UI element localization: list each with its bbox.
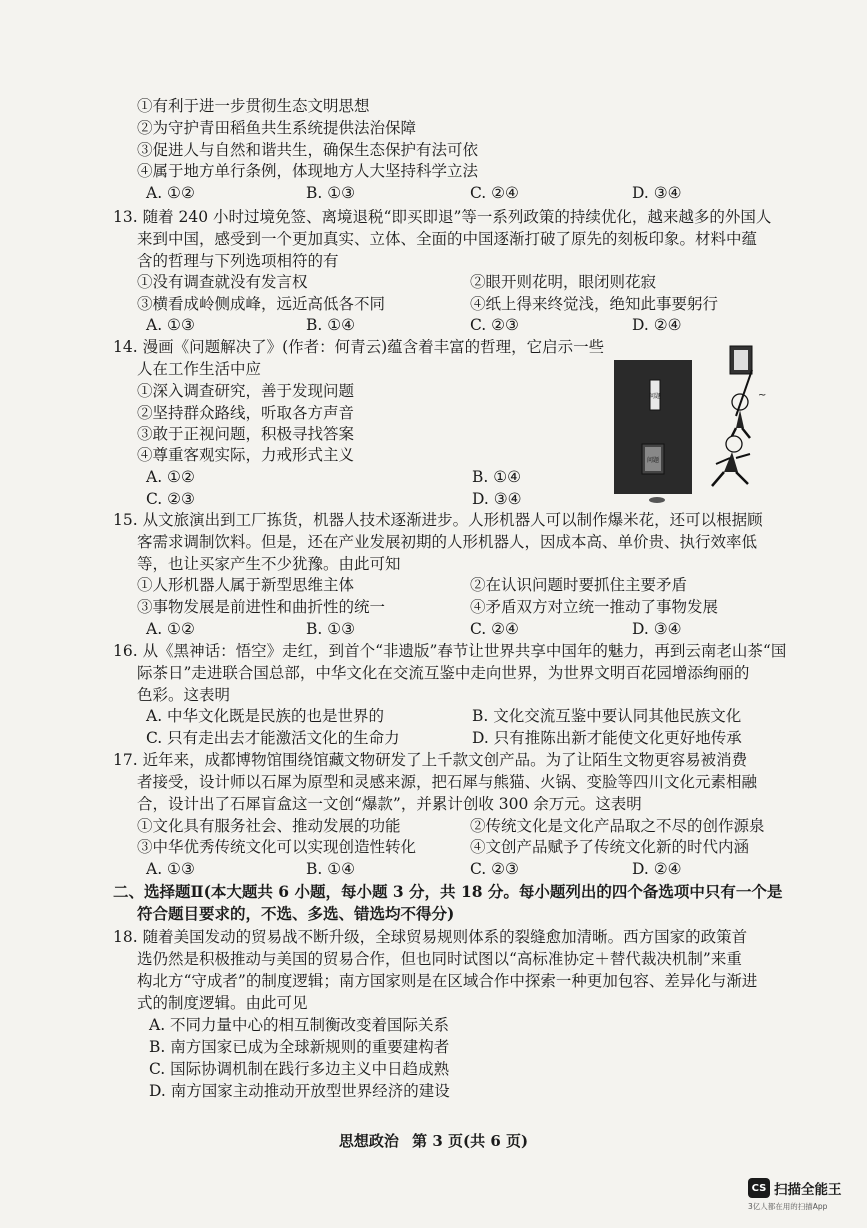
q15-statement-3: ③事物发展是前进性和曲折性的统一 bbox=[137, 598, 386, 616]
q12-statement-1: ①有利于进一步贯彻生态文明思想 bbox=[137, 97, 370, 115]
q15-stem-line-3: 等，也让买家产生不少犹豫。由此可知 bbox=[137, 555, 401, 573]
q13-statement-3: ③横看成岭侧成峰，远近高低各不同 bbox=[137, 295, 386, 313]
q15-statement-2: ②在认识问题时要抓住主要矛盾 bbox=[470, 576, 688, 594]
q12-statement-4: ④属于地方单行条例，体现地方人大坚持科学立法 bbox=[137, 162, 479, 180]
footer-page-number: 第 3 页(共 6 页) bbox=[412, 1132, 529, 1150]
q15-statement-1: ①人形机器人属于新型思维主体 bbox=[137, 576, 355, 594]
q12-option-c: C. ②④ bbox=[470, 184, 519, 202]
q14-option-a: A. ①② bbox=[146, 468, 195, 486]
q17-statement-3: ③中华优秀传统文化可以实现创造性转化 bbox=[137, 838, 417, 856]
q17-statement-2: ②传统文化是文化产品取之不尽的创作源泉 bbox=[470, 817, 765, 835]
q17-statement-1: ①文化具有服务社会、推动发展的功能 bbox=[137, 817, 401, 835]
q16-stem-line-3: 色彩。这表明 bbox=[137, 686, 231, 704]
q18-option-b: B. 南方国家已成为全球新规则的重要建构者 bbox=[149, 1038, 450, 1056]
q13-option-d: D. ②④ bbox=[632, 316, 682, 334]
q16-stem-line-2: 际茶日”走进联合国总部，中华文化在交流互鉴中走向世界，为世界文明百花园增添绚丽的 bbox=[137, 664, 750, 682]
q14-comic-illustration bbox=[612, 340, 772, 510]
q14-stem-line-2: 人在工作生活中应 bbox=[137, 360, 262, 378]
q15-stem-line-1: 15. 从文旅演出到工厂拣货，机器人技术逐渐进步。人形机器人可以制作爆米花，还可以根据顾 bbox=[113, 511, 763, 529]
comic-top-label: 问题 bbox=[648, 393, 662, 400]
q17-stem-line-3: 合，设计出了石犀盲盒这一文创“爆款”，并累计创收 300 余万元。这表明 bbox=[137, 795, 642, 813]
q12-option-d: D. ③④ bbox=[632, 184, 682, 202]
q17-statement-4: ④文创产品赋予了传统文化新的时代内涵 bbox=[470, 838, 750, 856]
q14-option-d: D. ③④ bbox=[472, 490, 522, 508]
q16-stem-line-1: 16. 从《黑神话：悟空》走红，到首个“非遗版”春节让世界共享中国年的魅力，再到云南老山茶“国 bbox=[113, 642, 787, 660]
q13-option-c: C. ②③ bbox=[470, 316, 519, 334]
q18-stem-line-2: 选仍然是积极推动与美国的贸易合作，但也同时试图以“高标准协定＋替代裁决机制”来重 bbox=[137, 950, 742, 968]
q15-statement-4: ④矛盾双方对立统一推动了事物发展 bbox=[470, 598, 719, 616]
q13-statement-1: ①没有调查就没有发言权 bbox=[137, 273, 308, 291]
page-footer bbox=[0, 1130, 867, 1151]
q13-statement-2: ②眼开则花明，眼闭则花寂 bbox=[470, 273, 657, 291]
q13-option-b: B. ①④ bbox=[306, 316, 356, 334]
q16-option-a: A. 中华文化既是民族的也是世界的 bbox=[146, 707, 385, 725]
footer-subject: 思想政治 bbox=[338, 1132, 399, 1150]
q12-option-b: B. ①③ bbox=[306, 184, 356, 202]
scanner-watermark bbox=[748, 1178, 842, 1198]
q16-option-d: D. 只有推陈出新才能使文化更好地传承 bbox=[472, 729, 742, 747]
q14-option-b: B. ①④ bbox=[472, 468, 522, 486]
q17-option-b: B. ①④ bbox=[306, 860, 356, 878]
q17-option-d: D. ②④ bbox=[632, 860, 682, 878]
q13-statement-4: ④纸上得来终觉浅，绝知此事要躬行 bbox=[470, 295, 719, 313]
q14-option-c: C. ②③ bbox=[146, 490, 195, 508]
q15-option-d: D. ③④ bbox=[632, 620, 682, 638]
q15-stem-line-2: 客需求调制饮料。但是，还在产业发展初期的人形机器人，因成本高、单价贵、执行效率低 bbox=[137, 533, 758, 551]
q14-statement-4: ④尊重客观实际，力戒形式主义 bbox=[137, 446, 355, 464]
q17-option-a: A. ①③ bbox=[146, 860, 195, 878]
q12-option-a: A. ①② bbox=[146, 184, 195, 202]
q18-stem-line-4: 式的制度逻辑。由此可见 bbox=[137, 994, 308, 1012]
comic-man-carrying-box bbox=[730, 346, 766, 440]
svg-text:~: ~ bbox=[758, 390, 767, 401]
q18-option-d: D. 南方国家主动推动开放型世界经济的建设 bbox=[149, 1082, 450, 1100]
q12-statement-2: ②为守护青田稻鱼共生系统提供法治保障 bbox=[137, 119, 417, 137]
q12-statement-3: ③促进人与自然和谐共生，确保生态保护有法可依 bbox=[137, 141, 479, 159]
q14-statement-2: ②坚持群众路线，听取各方声音 bbox=[137, 404, 355, 422]
scanner-tagline: 3亿人都在用的扫描App bbox=[748, 1202, 828, 1211]
q15-option-c: C. ②④ bbox=[470, 620, 519, 638]
q15-option-b: B. ①③ bbox=[306, 620, 356, 638]
q18-stem-line-1: 18. 随着美国发动的贸易战不断升级，全球贸易规则体系的裂缝愈加清晰。西方国家的政策首 bbox=[113, 928, 748, 946]
q13-option-a: A. ①③ bbox=[146, 316, 195, 334]
q13-stem-line-3: 含的哲理与下列选项相符的有 bbox=[137, 252, 339, 270]
q16-option-c: C. 只有走出去才能激活文化的生命力 bbox=[146, 729, 400, 747]
section-2-header-line-2: 符合题目要求的，不选、多选、错选均不得分) bbox=[137, 904, 455, 923]
q18-option-c: C. 国际协调机制在践行多边主义中日趋成熟 bbox=[149, 1060, 450, 1078]
scanner-app-name: 扫描全能王 bbox=[774, 1182, 842, 1198]
q15-option-a: A. ①② bbox=[146, 620, 195, 638]
q13-stem-line-2: 来到中国，感受到一个更加真实、立体、全面的中国逐渐打破了原先的刻板印象。材料中蕴 bbox=[137, 230, 758, 248]
q18-option-a: A. 不同力量中心的相互制衡改变着国际关系 bbox=[149, 1016, 450, 1034]
q17-option-c: C. ②③ bbox=[470, 860, 519, 878]
q14-statement-3: ③敢于正视问题，积极寻找答案 bbox=[137, 425, 355, 443]
q17-stem-line-1: 17. 近年来，成都博物馆围绕馆藏文物研发了上千款文创产品。为了让陌生文物更容易被消费 bbox=[113, 751, 748, 769]
section-2-header-line-1: 二、选择题Ⅱ(本大题共 6 小题，每小题 3 分，共 18 分。每小题列出的四个备选项中只有一个是 bbox=[113, 882, 783, 901]
q17-stem-line-2: 者接受，设计师以石犀为原型和灵感来源，把石犀与熊猫、火锅、变脸等四川文化元素相融 bbox=[137, 773, 758, 791]
q13-stem-line-1: 13. 随着 240 小时过境免签、离境退税“即买即退”等一系列政策的持续优化，越来越多的外国人 bbox=[113, 208, 772, 226]
comic-bottom-label: 问题 bbox=[646, 457, 660, 464]
scanner-logo-icon: CS bbox=[748, 1178, 770, 1198]
q14-stem-line-1: 14. 漫画《问题解决了》(作者：何青云)蕴含着丰富的哲理，它启示一些 bbox=[113, 338, 605, 356]
q18-stem-line-3: 构北方“守成者”的制度逻辑；南方国家则是在区域合作中探索一种更加包容、差异化与渐进 bbox=[137, 972, 758, 990]
q16-option-b: B. 文化交流互鉴中要认同其他民族文化 bbox=[472, 707, 742, 725]
comic-running-man bbox=[712, 436, 750, 486]
q14-statement-1: ①深入调查研究，善于发现问题 bbox=[137, 382, 355, 400]
